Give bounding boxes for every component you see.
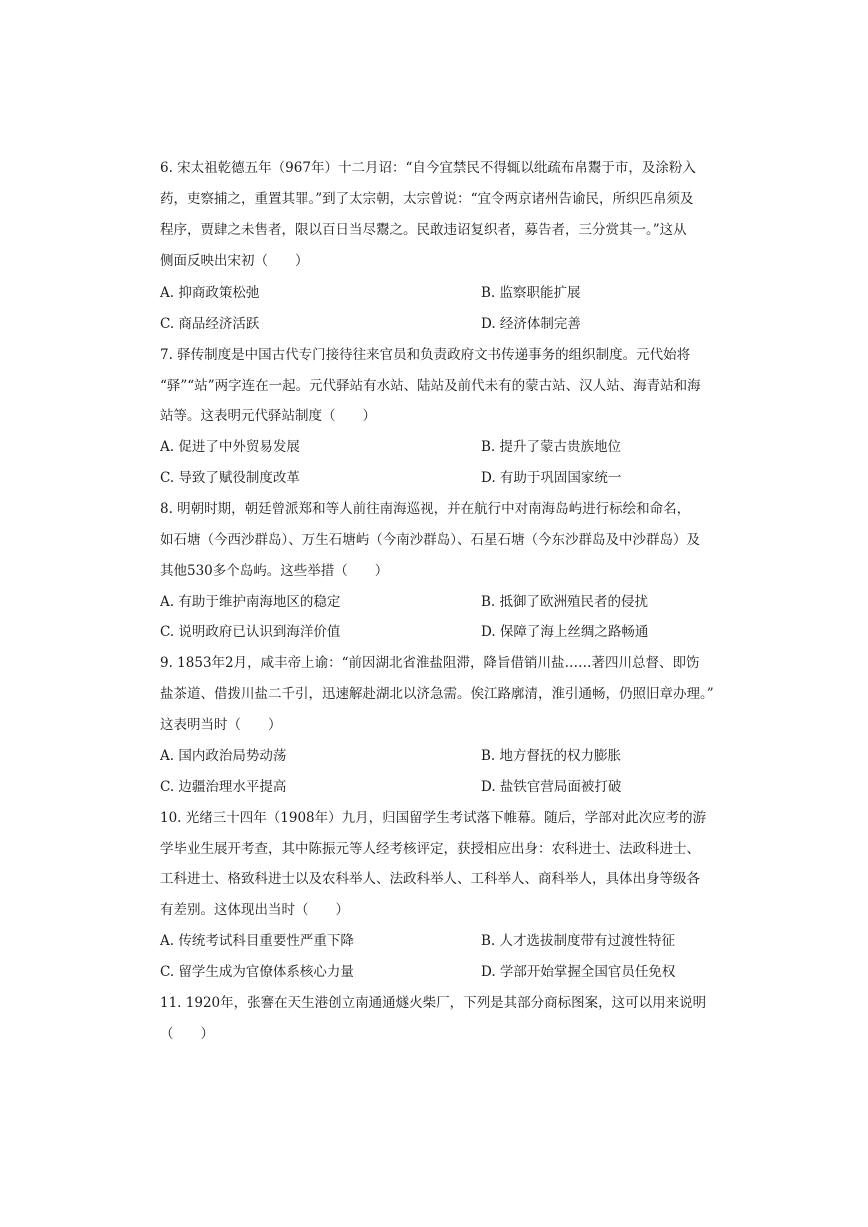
- q6-line-2: 药，吏察捕之，重置其罪。”到了太宗朝，太宗曾说：“宜令两京诸州告谕民，所织匹帛须及: [160, 191, 694, 207]
- q9-option-a: A. 国内政治局势动荡: [160, 748, 287, 764]
- q6-line-1: 6. 宋太祖乾德五年（967年）十二月诏：“自今宜禁民不得辄以纰疏布帛鬻于市，及涂粉入: [160, 160, 696, 176]
- q10-line-3: 工科进士、格致科进士以及农科举人、法政科举人、工科举人、商科举人，具体出身等级各: [160, 871, 700, 887]
- q6-option-a: A. 抑商政策松弛: [160, 285, 260, 301]
- q11-line-1: 11. 1920年，张謇在天生港创立南通通燧火柴厂，下列是其部分商标图案，这可以用来说明: [160, 995, 707, 1011]
- q9-line-1: 9. 1853年2月，咸丰帝上谕：“前因湖北省淮盐阻滞，降旨借销川盐……著四川总督、即饬: [160, 655, 700, 671]
- q10-line-4: 有差别。这体现出当时（ ）: [160, 902, 349, 918]
- q7-line-1: 7. 驿传制度是中国古代专门接待往来官员和负责政府文书传递事务的组织制度。元代始将: [160, 347, 691, 363]
- q8-line-2: 如石塘（今西沙群岛）、万生石塘屿（今南沙群岛）、石星石塘（今东沙群岛及中沙群岛）及: [160, 532, 700, 548]
- q7-line-2: “驿”“站”两字连在一起。元代驿站有水站、陆站及前代未有的蒙古站、汉人站、海青站和海: [160, 378, 701, 394]
- q6-option-c: C. 商品经济活跃: [160, 316, 260, 332]
- q7-option-b: B. 提升了蒙古贵族地位: [481, 439, 622, 455]
- q6-option-b: B. 监察职能扩展: [481, 285, 581, 301]
- q7-option-c: C. 导致了赋役制度改革: [160, 470, 300, 486]
- q8-option-d: D. 保障了海上丝绸之路畅通: [481, 624, 649, 640]
- q9-line-3: 这表明当时（ ）: [160, 717, 282, 733]
- q6-line-3: 程序，贾肆之未售者，限以百日当尽鬻之。民敢违诏复织者，募告者，三分赏其一。”这从: [160, 222, 687, 238]
- q7-option-a: A. 促进了中外贸易发展: [160, 439, 300, 455]
- q11-line-2: （ ）: [160, 1026, 214, 1042]
- q7-line-3: 站等。这表明元代驿站制度（ ）: [160, 408, 376, 424]
- q6-option-d: D. 经济体制完善: [481, 316, 581, 332]
- q6-line-4: 侧面反映出宋初（ ）: [160, 253, 309, 269]
- q7-option-d: D. 有助于巩固国家统一: [481, 470, 622, 486]
- q9-option-b: B. 地方督抚的权力膨胀: [481, 748, 622, 764]
- q10-option-a: A. 传统考试科目重要性严重下降: [160, 933, 354, 949]
- q8-line-3: 其他530多个岛屿。这些举措（ ）: [160, 563, 389, 579]
- q9-line-2: 盐茶道、借拨川盐二千引，迅速解赴湖北以济急需。俟江路廓清，淮引通畅，仍照旧章办理。”: [160, 686, 714, 702]
- q10-line-1: 10. 光绪三十四年（1908年）九月，归国留学生考试落下帷幕。随后，学部对此次应考的游: [160, 810, 707, 826]
- q10-line-2: 学毕业生展开考查，其中陈振元等人经考核评定，获授相应出身：农科进士、法政科进士、: [160, 841, 700, 857]
- q9-option-c: C. 边疆治理水平提高: [160, 779, 287, 795]
- q9-option-d: D. 盐铁官营局面被打破: [481, 779, 622, 795]
- q8-line-1: 8. 明朝时期，朝廷曾派郑和等人前往南海巡视，并在航行中对南海岛屿进行标绘和命名，: [160, 501, 691, 517]
- q8-option-a: A. 有助于维护南海地区的稳定: [160, 594, 341, 610]
- q10-option-c: C. 留学生成为官僚体系核心力量: [160, 964, 354, 980]
- q8-option-b: B. 抵御了欧洲殖民者的侵扰: [481, 594, 649, 610]
- q10-option-d: D. 学部开始掌握全国官员任免权: [481, 964, 676, 980]
- q8-option-c: C. 说明政府已认识到海洋价值: [160, 624, 341, 640]
- q10-option-b: B. 人才选拔制度带有过渡性特征: [481, 933, 676, 949]
